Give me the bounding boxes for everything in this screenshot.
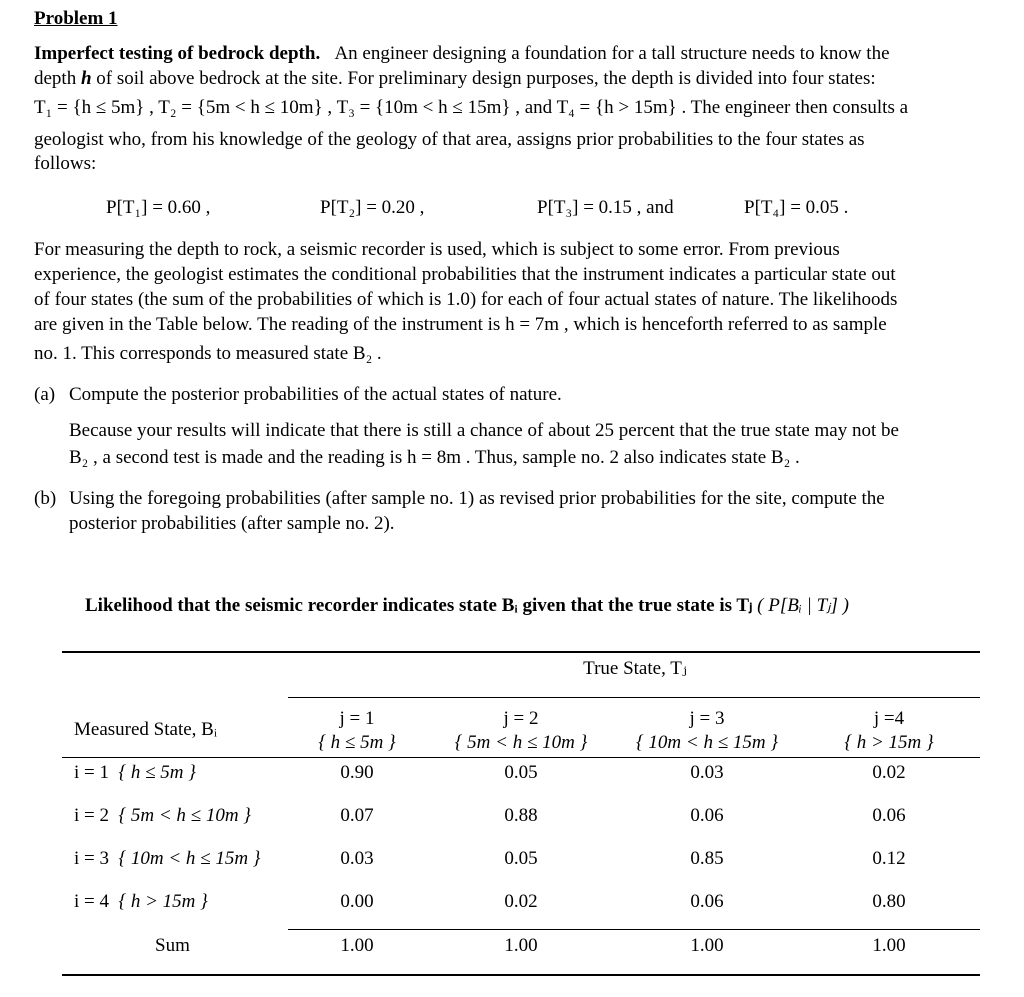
table-column-header-rule <box>62 757 980 758</box>
cell-4-4: 0.80 <box>872 891 906 912</box>
table-caption <box>85 593 985 618</box>
depth-variable: h <box>80 68 92 89</box>
table-caption-math: ( P[Bᵢ | Tⱼ] ) <box>757 595 849 616</box>
intro-line-1-rest: An engineer designing a foundation for a tall structure needs to know the <box>334 43 890 64</box>
table-top-rule <box>62 651 980 653</box>
table-bottom-rule <box>62 974 980 976</box>
sum-label: Sum <box>155 935 190 956</box>
col-1-range: { h ≤ 5m } <box>318 732 396 753</box>
cell-1-3: 0.03 <box>690 762 724 783</box>
table-row <box>74 846 260 871</box>
true-state-header: True State, Tⱼ <box>583 658 687 679</box>
part-a-note-line-2: B₂ , a second test is made and the reading is h = 8m . Thus, sample no. 2 also indicates state B₂ . <box>69 447 800 468</box>
cell-4-1: 0.00 <box>340 891 374 912</box>
cell-3-2: 0.05 <box>504 848 538 869</box>
col-3-range: { 10m < h ≤ 15m } <box>636 732 778 753</box>
intro-line-4: geologist who, from his knowledge of the geology of that area, assigns prior probabilities to the four states as <box>34 129 865 150</box>
col-2-j: j = 2 <box>503 708 539 729</box>
cell-4-2: 0.02 <box>504 891 538 912</box>
col-2-range: { 5m < h ≤ 10m } <box>454 732 588 753</box>
part-a-note-line-1: Because your results will indicate that there is still a chance of about 25 percent that the true state may not be <box>69 420 899 441</box>
table-caption-text: Likelihood that the seismic recorder indicates state Bᵢ given that the true state is Tⱼ <box>85 595 753 616</box>
intro-line-1 <box>34 41 1010 66</box>
intro-line-3: T₁ = {h ≤ 5m} , T₂ = {5m < h ≤ 10m} , T₃ = {10m < h ≤ 15m} , and T₄ = {h > 15m} . The engineer then consults a <box>34 97 909 118</box>
para2-line-1: For measuring the depth to rock, a seismic recorder is used, which is subject to some error. From previous <box>34 239 840 260</box>
row-4-index: i = 4 <box>74 891 109 912</box>
cell-1-2: 0.05 <box>504 762 538 783</box>
table-sum-rule <box>288 929 980 930</box>
row-1-index: i = 1 <box>74 762 109 783</box>
table-row <box>74 889 208 914</box>
row-3-index: i = 3 <box>74 848 109 869</box>
intro-line-2 <box>34 66 1010 91</box>
part-b-line-2: posterior probabilities (after sample no. 2). <box>69 513 395 534</box>
sum-4: 1.00 <box>872 935 906 956</box>
col-3-j: j = 3 <box>689 708 725 729</box>
cell-4-3: 0.06 <box>690 891 724 912</box>
row-3-range: { 10m < h ≤ 15m } <box>118 848 261 869</box>
intro-line-2-post: of soil above bedrock at the site. For preliminary design purposes, the depth is divided into four states: <box>96 68 876 89</box>
cell-1-1: 0.90 <box>340 762 374 783</box>
part-b-label: (b) <box>34 488 57 509</box>
cell-3-1: 0.03 <box>340 848 374 869</box>
cell-3-3: 0.85 <box>690 848 724 869</box>
prior-probabilities <box>0 195 1024 223</box>
table-row <box>74 760 196 785</box>
cell-1-4: 0.02 <box>872 762 906 783</box>
para2-line-5: no. 1. This corresponds to measured state B₂ . <box>34 343 382 364</box>
row-2-range: { 5m < h ≤ 10m } <box>118 805 251 826</box>
row-1-range: { h ≤ 5m } <box>118 762 196 783</box>
table-header-rule <box>288 697 980 698</box>
prior-t4: P[T₄] = 0.05 . <box>744 197 849 218</box>
col-4-j: j =4 <box>873 708 905 729</box>
part-b-line-1: Using the foregoing probabilities (after sample no. 1) as revised prior probabilities for the site, compute the <box>69 488 885 509</box>
cell-2-4: 0.06 <box>872 805 906 826</box>
sum-2: 1.00 <box>504 935 538 956</box>
col-1-j: j = 1 <box>339 708 375 729</box>
cell-3-4: 0.12 <box>872 848 906 869</box>
prior-t3: P[T₃] = 0.15 , and <box>537 197 674 218</box>
intro-line-5: follows: <box>34 153 97 174</box>
sum-3: 1.00 <box>690 935 724 956</box>
prior-t1: P[T₁] = 0.60 , <box>106 197 211 218</box>
problem-title: Problem 1 <box>34 8 118 29</box>
row-4-range: { h > 15m } <box>118 891 208 912</box>
part-a-label: (a) <box>34 384 56 405</box>
para2-line-4: are given in the Table below. The reading of the instrument is h = 7m , which is henceforth referred to as sample <box>34 314 887 335</box>
table-row <box>74 803 251 828</box>
cell-2-1: 0.07 <box>340 805 374 826</box>
sum-1: 1.00 <box>340 935 374 956</box>
para2-line-2: experience, the geologist estimates the conditional probabilities that the instrument indicates a particular state out <box>34 264 896 285</box>
measured-state-header: Measured State, Bᵢ <box>74 719 217 740</box>
cell-2-2: 0.88 <box>504 805 538 826</box>
prior-t2: P[T₂] = 0.20 , <box>320 197 425 218</box>
intro-heading: Imperfect testing of bedrock depth. <box>34 43 321 64</box>
cell-2-3: 0.06 <box>690 805 724 826</box>
row-2-index: i = 2 <box>74 805 109 826</box>
para2-line-3: of four states (the sum of the probabilities of which is 1.0) for each of four actual states of nature. The likelihoods <box>34 289 898 310</box>
part-a-question: Compute the posterior probabilities of the actual states of nature. <box>69 384 562 405</box>
intro-line-2-pre: depth <box>34 68 77 89</box>
col-4-range: { h > 15m } <box>844 732 934 753</box>
